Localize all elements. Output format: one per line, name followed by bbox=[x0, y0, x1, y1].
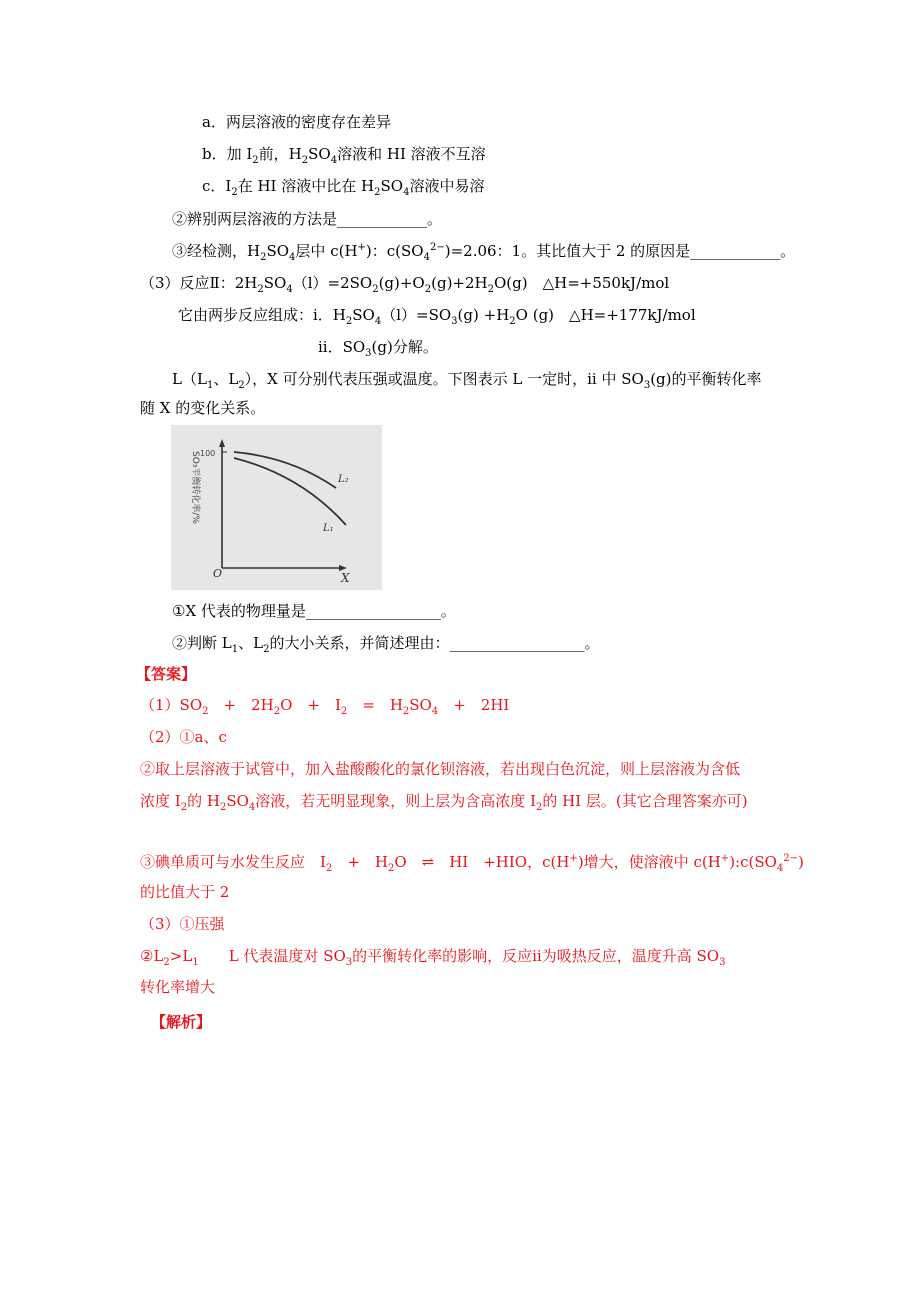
answer-2-3-line-2: 的比值大于 2 bbox=[140, 883, 230, 901]
answer-heading: 【答案】 bbox=[136, 665, 197, 683]
answer-2-3-line-1: ③碘单质可与水发生反应 $I_2$ + $H_2O$ ⇌ HI +HIO，c(H+)增大，使溶液中 $c(H^+):c(SO_4^{2-})$ bbox=[140, 853, 804, 874]
question-3-description-1: $L(L_1$、$L_2$），X 可分别代表压强或温度。下图表示 L 一定时，ii 中 $SO_3(g)$的平衡转化率 bbox=[172, 370, 762, 391]
option-c: c．$I_2$在 HI 溶液中比在 $H_2SO_4$溶液中易溶 bbox=[202, 177, 485, 198]
question-3-reaction: （3）反应Ⅱ：$2H_2SO_4(l)=2SO_2(g)+O_2(g)+2H_2O(g)$ △H=+550kJ/mol bbox=[140, 274, 670, 295]
answer-1: $(1)SO_2$ + $2H_2O$ + $I_2$ = $H_2SO_4$ + 2HI bbox=[140, 696, 510, 717]
conversion-figure bbox=[171, 425, 382, 590]
answer-3-1: （3）①压强 bbox=[140, 915, 225, 933]
answer-3-2-line-1: $②L_2>L_1$ L 代表温度对 $SO_3$的平衡转化率的影响，反应ⅱ为吸热反应，温度升高 $SO_3$ bbox=[140, 947, 726, 968]
origin-label: O bbox=[213, 567, 223, 580]
question-2-2: ②辨别两层溶液的方法是____________。 bbox=[172, 210, 443, 228]
option-b: b．加 $I_2$前，$H_2SO_4$溶液和 HI 溶液不互溶 bbox=[202, 145, 486, 166]
answer-2-2-line-2: 浓度 $I_2$的 $H_2SO_4$溶液，若无明显现象，则上层为含高浓度 $I_2$的 HI 层。(其它合理答案亦可) bbox=[140, 792, 748, 813]
question-3-1: ①X 代表的物理量是__________________。 bbox=[172, 602, 456, 620]
curve-l2-label: L₂ bbox=[338, 474, 349, 485]
curve-l1-label: L₁ bbox=[323, 523, 334, 534]
answer-3-2-line-2: 转化率增大 bbox=[140, 978, 216, 996]
answer-2-1: （2）①a、c bbox=[140, 728, 227, 746]
x-axis-label: X bbox=[341, 571, 350, 585]
question-3-description-2: 随 X 的变化关系。 bbox=[140, 399, 266, 417]
y-tick-label: 100 bbox=[200, 449, 216, 458]
answer-2-2-line-1: ②取上层溶液于试管中，加入盐酸酸化的氯化钡溶液，若出现白色沉淀，则上层溶液为含低 bbox=[140, 760, 741, 778]
option-a: a．两层溶液的密度存在差异 bbox=[202, 113, 391, 131]
y-axis-label: SO₃平衡转化率/% bbox=[190, 451, 200, 524]
analysis-heading: 【解析】 bbox=[151, 1013, 212, 1031]
question-3-steps: 它由两步反应组成：i．$H_2SO_4(l)=SO_3(g) +H_2O$ (g) △H=+177kJ/mol bbox=[178, 306, 696, 327]
question-2-3: ③经检测，$H_2SO_4$层中 c(H+)：$c(SO_4^{2-})=2.06$：1。其比值大于 2 的原因是____________。 bbox=[172, 242, 796, 263]
question-3-2: ②判断 $L_1$、$L_2$的大小关系，并简述理由：__________________。 bbox=[172, 634, 600, 655]
question-3-step-ii: ii．$SO_3(g)$分解。 bbox=[318, 338, 438, 359]
